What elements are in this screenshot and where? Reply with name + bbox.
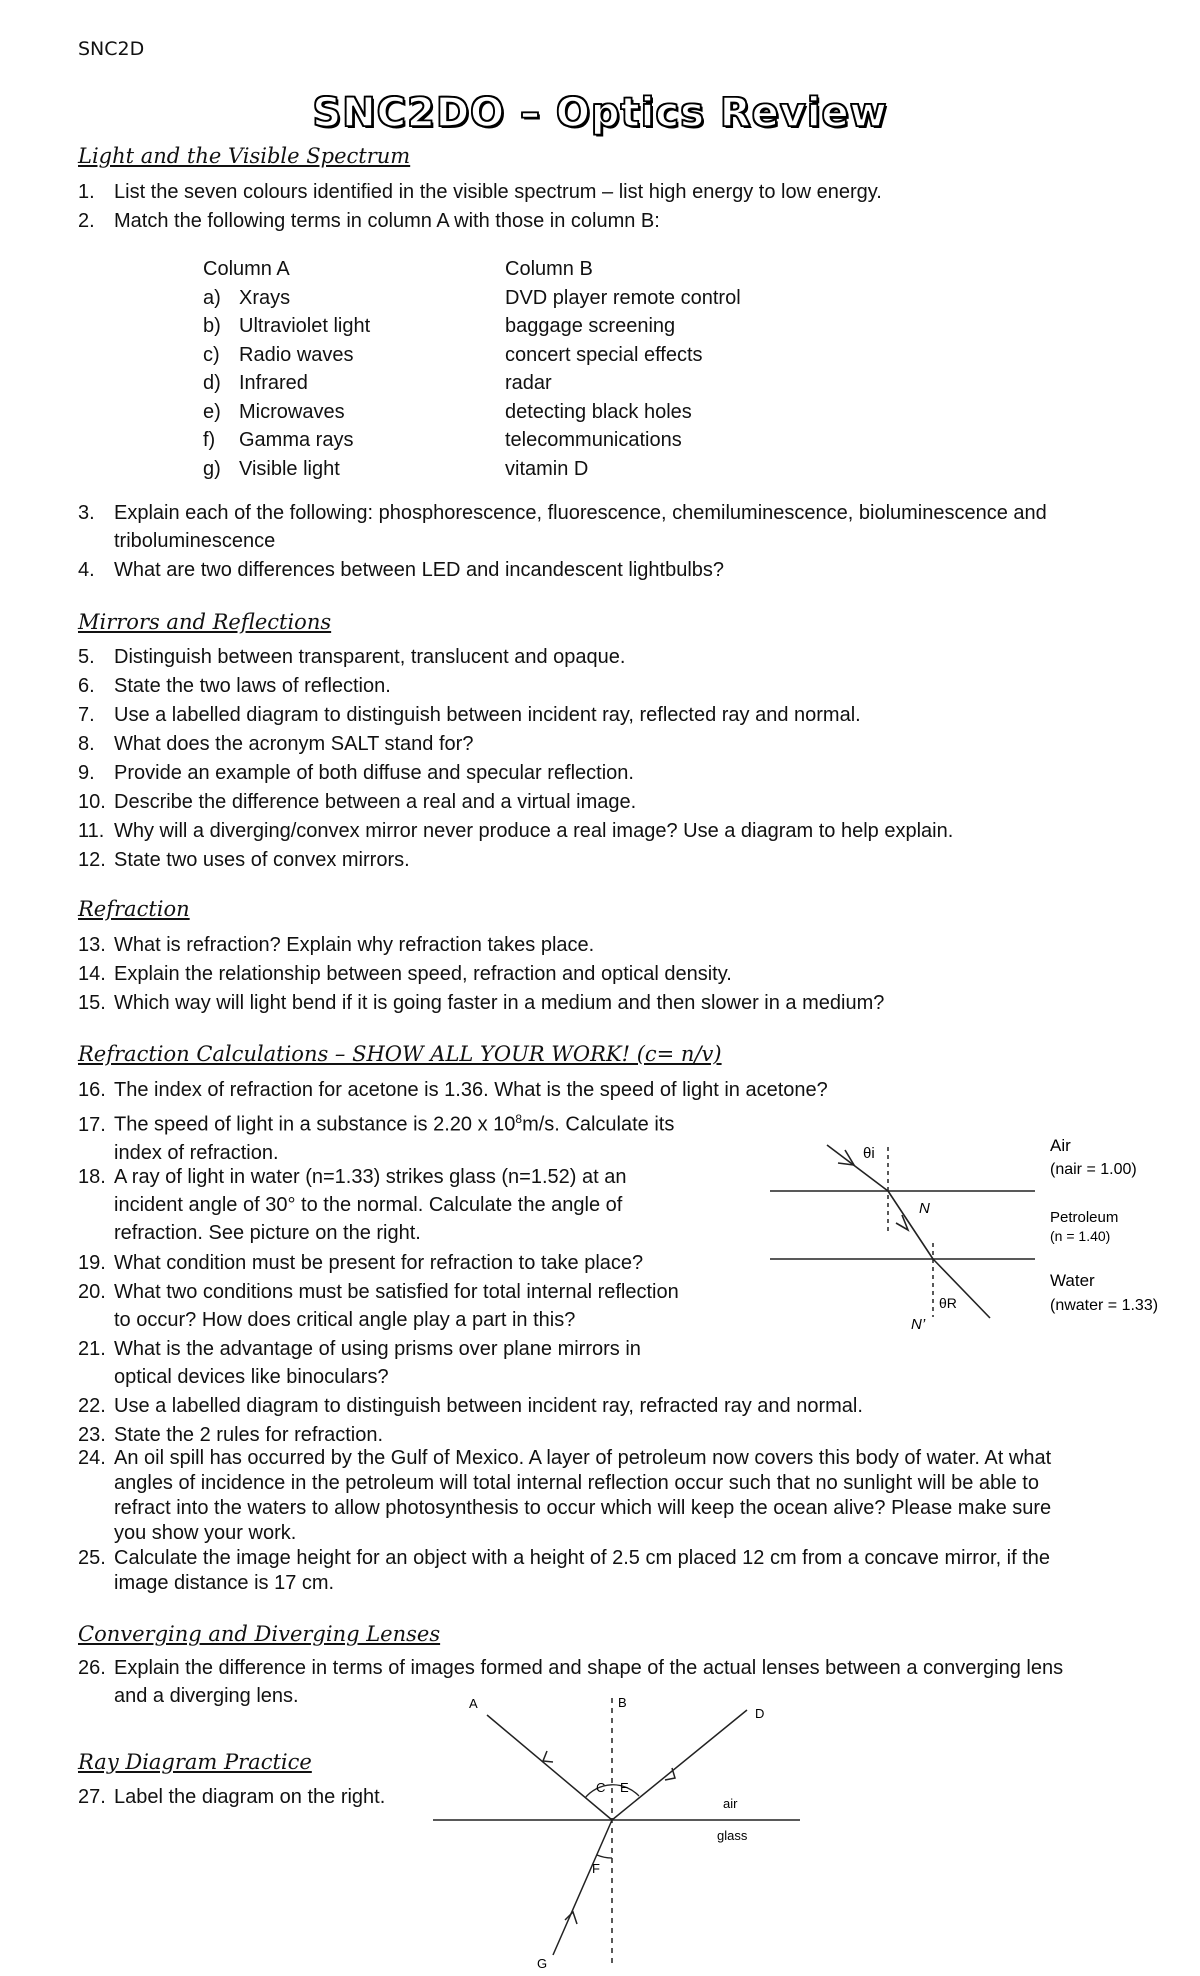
question-text: What does the acronym SALT stand for?: [114, 733, 474, 755]
question-text: What is refraction? Explain why refraction takes place.: [114, 934, 595, 956]
question-number: 15.: [78, 992, 106, 1014]
question-number: 13.: [78, 934, 106, 956]
question-text-continued: angles of incidence in the petroleum will total internal reflection occur such that no sunlight will be able to: [114, 1472, 1039, 1494]
column-a-item: [203, 341, 370, 370]
section-heading-lenses: Converging and Diverging Lenses: [78, 1622, 441, 1646]
normal-bottom-label: N’: [911, 1316, 926, 1333]
label-b: B: [618, 1695, 627, 1710]
air-label: Air: [1050, 1136, 1071, 1155]
column-a-item: [203, 455, 370, 484]
question-text-continued: refraction. See picture on the right.: [114, 1222, 421, 1244]
question-text: What are two differences between LED and incandescent lightbulbs?: [114, 559, 725, 581]
question-24: [78, 1446, 1158, 1546]
question-number: 9.: [78, 762, 95, 784]
item-letter: e): [203, 400, 221, 423]
question-text: Why will a diverging/convex mirror never produce a real image? Use a diagram to help explain.: [114, 820, 954, 842]
column-a-item: [203, 284, 370, 313]
question-text: Use a labelled diagram to distinguish between incident ray, reflected ray and normal.: [114, 704, 861, 726]
question-15: [78, 989, 1158, 1017]
question-text: State two uses of convex mirrors.: [114, 849, 410, 871]
item-term: Microwaves: [239, 400, 345, 423]
item-letter: c): [203, 343, 220, 366]
item-letter: g): [203, 457, 221, 480]
question-number: 1.: [78, 181, 95, 203]
question-number: 25.: [78, 1547, 106, 1569]
question-text: An oil spill has occurred by the Gulf of Mexico. A layer of petroleum now covers this body of water. At what: [114, 1447, 1052, 1469]
question-25: [78, 1546, 1158, 1596]
label-a: A: [469, 1696, 478, 1711]
theta-r-label: θR: [939, 1295, 957, 1311]
column-a-item: [203, 426, 370, 455]
question-number: 12.: [78, 849, 106, 871]
label-glass: glass: [717, 1828, 748, 1843]
section-heading-ray-diagram: Ray Diagram Practice: [78, 1750, 312, 1774]
question-27: [78, 1783, 418, 1811]
question-number: 5.: [78, 646, 95, 668]
air-index-label: (nair = 1.00): [1050, 1161, 1137, 1178]
question-text-continued: and a diverging lens.: [114, 1685, 299, 1707]
normal-top-label: N: [919, 1200, 930, 1217]
question-text: Explain each of the following: phosphorescence, fluorescence, chemiluminescence, bioluminescence and: [114, 502, 1047, 524]
question-number: 2.: [78, 210, 95, 232]
column-b-item: concert special effects: [505, 343, 703, 366]
question-number: 27.: [78, 1786, 106, 1808]
label-air: air: [723, 1796, 738, 1811]
water-label: Water: [1050, 1271, 1095, 1290]
question-text-continued: to occur? How does critical angle play a part in this?: [114, 1309, 576, 1331]
question-12: [78, 846, 1158, 874]
question-text: The index of refraction for acetone is 1.36. What is the speed of light in acetone?: [114, 1079, 828, 1101]
question-text-continued: triboluminescence: [114, 530, 276, 552]
question-1: [78, 178, 1158, 206]
column-a-item: [203, 398, 370, 427]
item-term: Gamma rays: [239, 429, 354, 451]
label-f: F: [592, 1861, 600, 1876]
question-text-continued: incident angle of 30° to the normal. Calculate the angle of: [114, 1194, 623, 1216]
question-5: [78, 643, 1158, 671]
water-index-label: (nwater = 1.33): [1050, 1297, 1159, 1314]
question-text-continued: you show your work.: [114, 1522, 297, 1544]
question-text: What is the advantage of using prisms over plane mirrors in: [114, 1338, 641, 1360]
section-heading-refraction-calculations: Refraction Calculations – SHOW ALL YOUR WORK! (c= n/v): [78, 1042, 722, 1066]
question-number: 7.: [78, 704, 95, 726]
question-text: State the two laws of reflection.: [114, 675, 391, 697]
question-number: 26.: [78, 1657, 106, 1679]
question-4: [78, 556, 1158, 584]
label-d: D: [755, 1706, 765, 1721]
column-b-header: Column B: [505, 258, 593, 280]
question-text: A ray of light in water (n=1.33) strikes glass (n=1.52) at an: [114, 1166, 627, 1188]
question-text: Label the diagram on the right.: [114, 1786, 386, 1808]
question-19: [78, 1249, 738, 1277]
column-b-item: detecting black holes: [505, 400, 692, 423]
question-text-continued: optical devices like binoculars?: [114, 1366, 389, 1388]
question-number: 6.: [78, 675, 95, 697]
incident-ray: [827, 1145, 888, 1191]
matching-column-a: [203, 255, 370, 483]
question-text: Explain the difference in terms of images formed and shape of the actual lenses between a converging lens: [114, 1657, 1064, 1679]
petroleum-index-label: (n = 1.40): [1050, 1228, 1111, 1244]
question-6: [78, 672, 1158, 700]
item-letter: f): [203, 429, 216, 451]
section-heading-mirrors: Mirrors and Reflections: [78, 610, 332, 634]
course-code: SNC2D: [78, 38, 145, 60]
question-text-b: m/s. Calculate its: [522, 1113, 675, 1136]
question-20: [78, 1278, 738, 1334]
question-21: [78, 1335, 738, 1391]
reflected-ray-arrow: [543, 1751, 553, 1762]
item-letter: a): [203, 286, 221, 309]
section-heading-refraction: Refraction: [78, 897, 190, 921]
question-number: 3.: [78, 502, 95, 524]
question-number: 22.: [78, 1395, 106, 1417]
exponent: 8: [515, 1112, 523, 1126]
question-text-continued: refract into the waters to allow photosynthesis to occur which will keep the ocean alive? Please make sure: [114, 1497, 1052, 1519]
question-text: What condition must be present for refraction to take place?: [114, 1252, 644, 1274]
question-number: 24.: [78, 1447, 106, 1469]
question-number: 21.: [78, 1338, 106, 1360]
question-text: The speed of light in a substance is 2.20 x 10: [114, 1113, 516, 1136]
question-number: 10.: [78, 791, 106, 813]
label-g: G: [537, 1956, 548, 1971]
column-b-item: vitamin D: [505, 457, 589, 480]
ray-labeling-diagram: [425, 1690, 815, 1972]
label-e: E: [620, 1780, 629, 1795]
question-text: Distinguish between transparent, translucent and opaque.: [114, 646, 626, 668]
question-number: 16.: [78, 1079, 106, 1101]
section-heading-light-spectrum: Light and the Visible Spectrum: [78, 144, 411, 168]
question-14: [78, 960, 1158, 988]
question-text: List the seven colours identified in the visible spectrum – list high energy to low energy.: [114, 181, 882, 203]
column-a-item: [203, 369, 370, 398]
matching-column-b: [505, 255, 741, 483]
question-number: 14.: [78, 963, 106, 985]
question-text: Explain the relationship between speed, refraction and optical density.: [114, 963, 732, 985]
column-a-item: [203, 312, 370, 341]
question-13: [78, 931, 1158, 959]
question-text: Provide an example of both diffuse and specular reflection.: [114, 762, 634, 784]
question-text: Which way will light bend if it is going faster in a medium and then slower in a medium?: [114, 992, 885, 1014]
question-number: 8.: [78, 733, 95, 755]
question-16: [78, 1076, 1158, 1104]
question-number: 4.: [78, 559, 95, 581]
question-number: 11.: [78, 820, 105, 842]
column-a-header: Column A: [203, 258, 290, 280]
question-8: [78, 730, 1158, 758]
question-text: Calculate the image height for an object with a height of 2.5 cm placed 12 cm from a concave mirror, if the: [114, 1547, 1051, 1569]
refracted-ray: [553, 1820, 612, 1955]
question-number: 17.: [78, 1113, 106, 1136]
question-7: [78, 701, 1158, 729]
question-23: [78, 1421, 1158, 1449]
reflected-ray: [487, 1715, 612, 1820]
question-2: [78, 207, 1158, 235]
column-b-item: DVD player remote control: [505, 286, 741, 309]
item-term: Ultraviolet light: [239, 315, 371, 337]
question-17: [78, 1105, 738, 1167]
question-number: 19.: [78, 1252, 106, 1274]
angle-arc-bottom: [597, 1855, 612, 1858]
question-22: [78, 1392, 1158, 1420]
item-letter: d): [203, 372, 221, 394]
question-3: [78, 499, 1158, 555]
question-11: [78, 817, 1158, 845]
question-text-continued: image distance is 17 cm.: [114, 1572, 335, 1594]
column-b-item: radar: [505, 372, 552, 394]
page-title: SNC2DO – Optics Review: [312, 90, 888, 136]
petroleum-label: Petroleum: [1050, 1209, 1119, 1226]
item-term: Infrared: [239, 372, 308, 394]
label-c: C: [596, 1780, 606, 1795]
question-text: What two conditions must be satisfied for total internal reflection: [114, 1281, 679, 1303]
question-number: 18.: [78, 1166, 106, 1188]
item-term: Radio waves: [239, 343, 354, 366]
question-9: [78, 759, 1158, 787]
question-text: Match the following terms in column A with those in column B:: [114, 210, 660, 232]
refraction-layers-diagram: [765, 1135, 1165, 1345]
question-text: Describe the difference between a real and a virtual image.: [114, 791, 637, 813]
question-text-continued: index of refraction.: [114, 1141, 279, 1164]
item-letter: b): [203, 315, 221, 337]
question-text: State the 2 rules for refraction.: [114, 1424, 384, 1446]
item-term: Xrays: [239, 286, 291, 309]
theta-i-label: θi: [863, 1145, 875, 1162]
question-10: [78, 788, 1158, 816]
column-b-item: baggage screening: [505, 315, 676, 337]
item-term: Visible light: [239, 457, 340, 480]
question-number: 20.: [78, 1281, 106, 1303]
question-18: [78, 1163, 738, 1247]
question-text: Use a labelled diagram to distinguish between incident ray, refracted ray and normal.: [114, 1395, 863, 1417]
column-b-item: telecommunications: [505, 429, 682, 451]
question-number: 23.: [78, 1424, 106, 1446]
